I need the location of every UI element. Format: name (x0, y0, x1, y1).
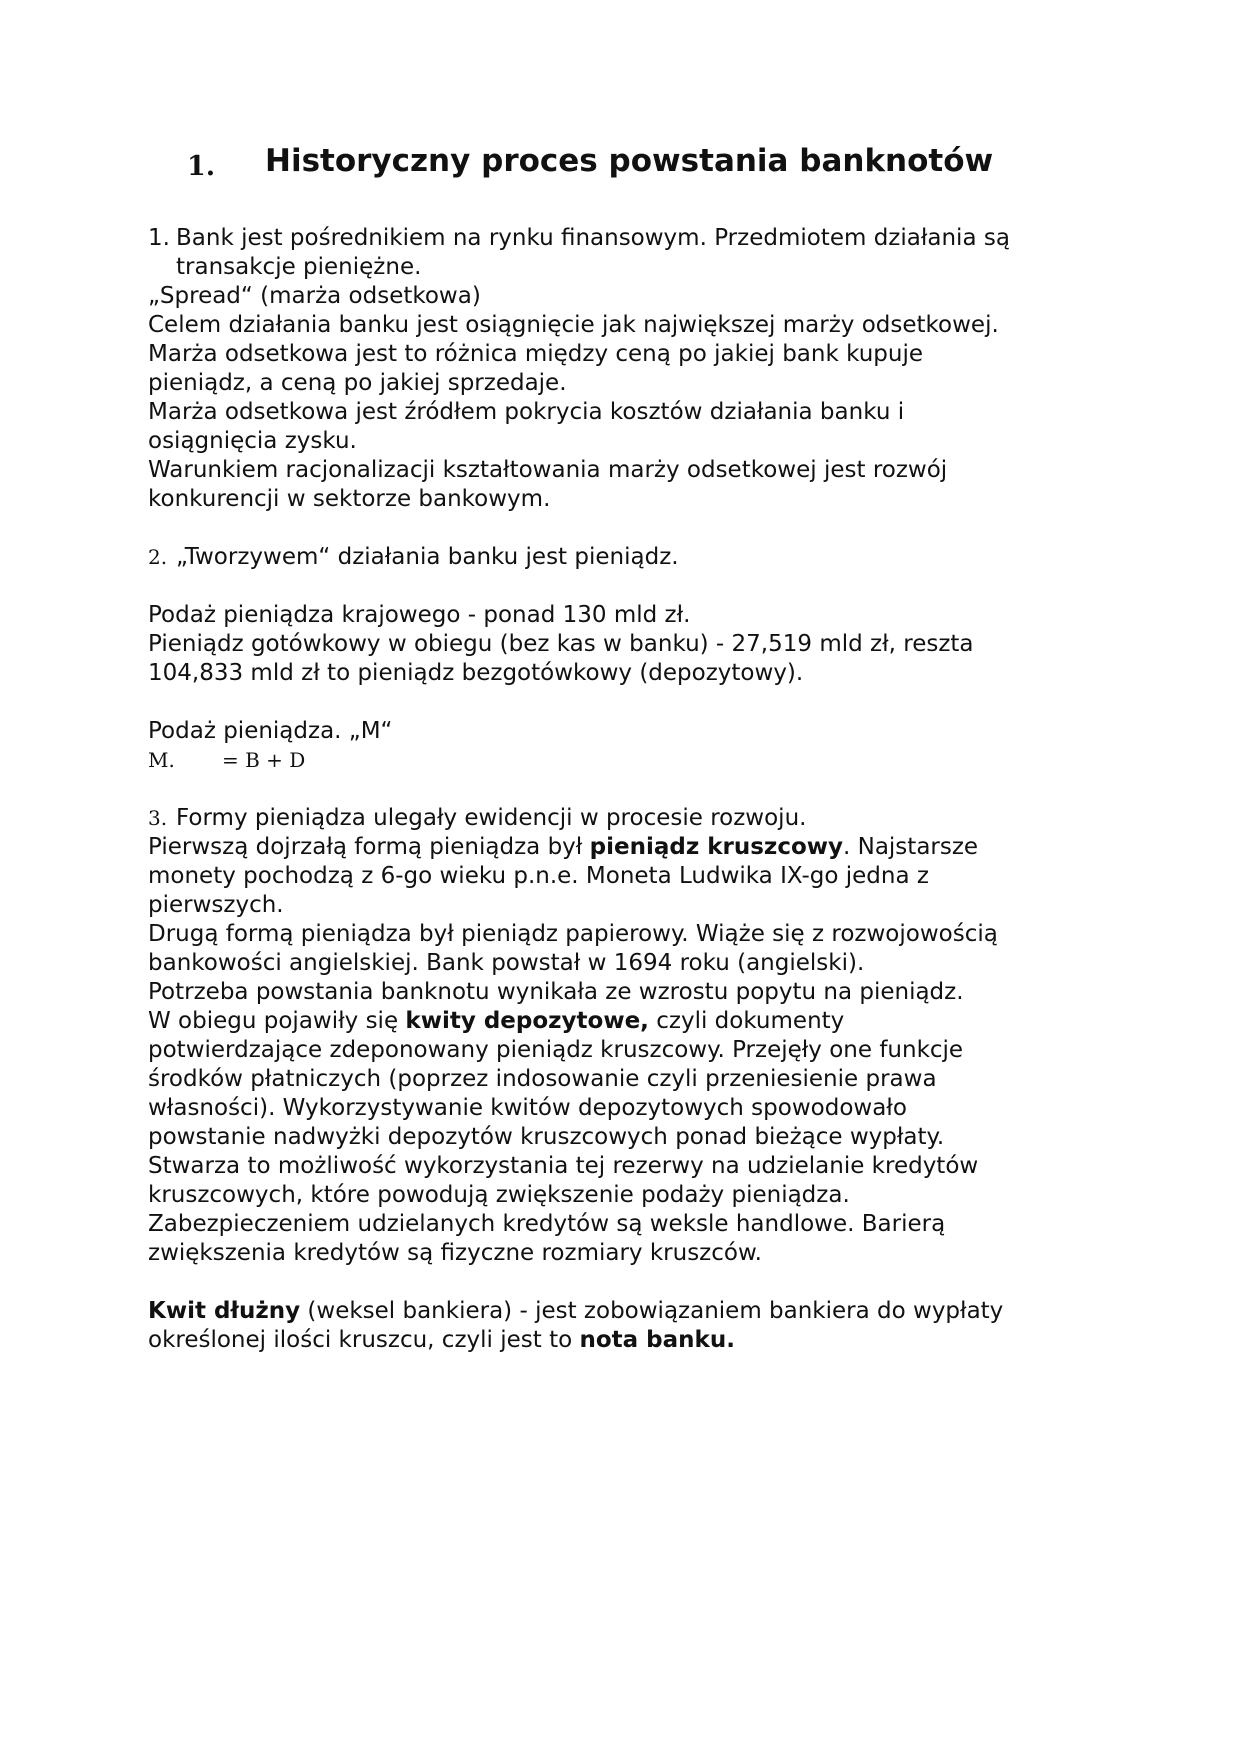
text-segment: (weksel bankiera) - jest zobowiązaniem bankiera do wypłaty (300, 1298, 1004, 1324)
paragraph-line: Marża odsetkowa jest źródłem pokrycia kosztów działania banku i (148, 399, 905, 425)
section3-line7 (148, 1007, 1108, 1036)
blank-line (148, 514, 1108, 543)
blank-line (148, 572, 1108, 601)
text-segment: czyli dokumenty (648, 1008, 845, 1034)
section3-line3: pierwszych. (148, 892, 284, 918)
paragraph-line: pieniądz, a ceną po jakiej sprzedaje. (148, 370, 567, 396)
bold-term: Kwit dłużny (148, 1298, 301, 1324)
bold-term: pieniądz kruszcowy (589, 834, 843, 860)
blank-line (148, 775, 1108, 804)
section2-heading (148, 543, 1108, 572)
section3-rest-line: Stwarza to możliwość wykorzystania tej rezerwy na udzielanie kredytów (148, 1153, 979, 1179)
blank-line (148, 688, 1108, 717)
supply-line: Podaż pieniądza krajowego - ponad 130 mld zł. (148, 602, 691, 628)
formula-expression: = B + D (222, 748, 306, 772)
section3-rest-line: własności). Wykorzystywanie kwitów depozytowych spowodowało (148, 1095, 907, 1121)
section1-line1 (148, 224, 1108, 253)
section3-line4: Drugą formą pieniądza był pieniądz papierowy. Wiąże się z rozwojowością (148, 921, 998, 947)
section3-line6: Potrzeba powstania banknotu wynikała ze wzrostu popytu na pieniądz. (148, 979, 964, 1005)
section3-rest-line: kruszcowych, które powodują zwiększenie podaży pieniądza. (148, 1182, 850, 1208)
supply-line: 104,833 mld zł to pieniądz bezgotówkowy (depozytowy). (148, 660, 804, 686)
section3-rest-line: potwierdzające zdeponowany pieniądz kruszcowy. Przejęły one funkcje (148, 1037, 964, 1063)
text-segment: W obiegu pojawiły się (148, 1008, 406, 1034)
section3-rest-line: powstanie nadwyżki depozytów kruszcowych ponad bieżące wypłaty. (148, 1124, 945, 1150)
blank-line (148, 1268, 1108, 1297)
title-number: 1. (187, 151, 216, 182)
money-supply-m-line: Podaż pieniądza. „M“ (148, 718, 393, 744)
title-text: Historyczny proces powstania banknotów (265, 143, 994, 179)
section1-line2: transakcje pieniężne. (176, 254, 422, 280)
text-segment: Pierwszą dojrzałą formą pieniądza był (148, 834, 590, 860)
kwit-line2 (148, 1326, 1108, 1355)
paragraph-line: Celem działania banku jest osiągnięcie jak największej marży odsetkowej. (148, 312, 999, 338)
section3-heading (148, 804, 1108, 833)
section3-line1 (148, 833, 1108, 862)
section3-rest-line: zwiększenia kredytów są fizyczne rozmiary kruszców. (148, 1240, 762, 1266)
spread-line: „Spread“ (marża odsetkowa) (148, 283, 481, 309)
bold-term: nota banku. (579, 1327, 735, 1353)
formula-line (148, 746, 1108, 775)
section2-number: 2. (148, 545, 168, 569)
section3-heading-text: Formy pieniądza ulegały ewidencji w procesie rozwoju. (176, 805, 807, 831)
section3-line5: bankowości angielskiej. Bank powstał w 1694 roku (angielski). (148, 950, 865, 976)
paragraph-line: Marża odsetkowa jest to różnica między ceną po jakiej bank kupuje (148, 341, 924, 367)
section1-text1: Bank jest pośrednikiem na rynku finansowym. Przedmiotem działania są (176, 225, 1010, 251)
document-body (148, 224, 1108, 1355)
text-segment: . Najstarsze (843, 834, 979, 860)
page-title (187, 143, 1147, 193)
section2-heading-text: „Tworzywem“ działania banku jest pieniądz. (176, 544, 679, 570)
section3-number: 3. (148, 806, 168, 830)
formula-label: M. (148, 748, 175, 772)
kwit-line1 (148, 1297, 1108, 1326)
supply-line: Pieniądz gotówkowy w obiegu (bez kas w banku) - 27,519 mld zł, reszta (148, 631, 974, 657)
paragraph-line: osiągnięcia zysku. (148, 428, 357, 454)
section3-line2: monety pochodzą z 6-go wieku p.n.e. Moneta Ludwika IX-go jedna z (148, 863, 929, 889)
paragraph-line: konkurencji w sektorze bankowym. (148, 486, 551, 512)
section3-rest-line: Zabezpieczeniem udzielanych kredytów są weksle handlowe. Barierą (148, 1211, 946, 1237)
paragraph-line: Warunkiem racjonalizacji kształtowania marży odsetkowej jest rozwój (148, 457, 948, 483)
section1-number: 1. (148, 225, 170, 251)
text-segment: określonej ilości kruszcu, czyli jest to (148, 1327, 580, 1353)
section3-rest-line: środków płatniczych (poprzez indosowanie czyli przeniesienie prawa (148, 1066, 937, 1092)
bold-term: kwity depozytowe, (405, 1008, 649, 1034)
